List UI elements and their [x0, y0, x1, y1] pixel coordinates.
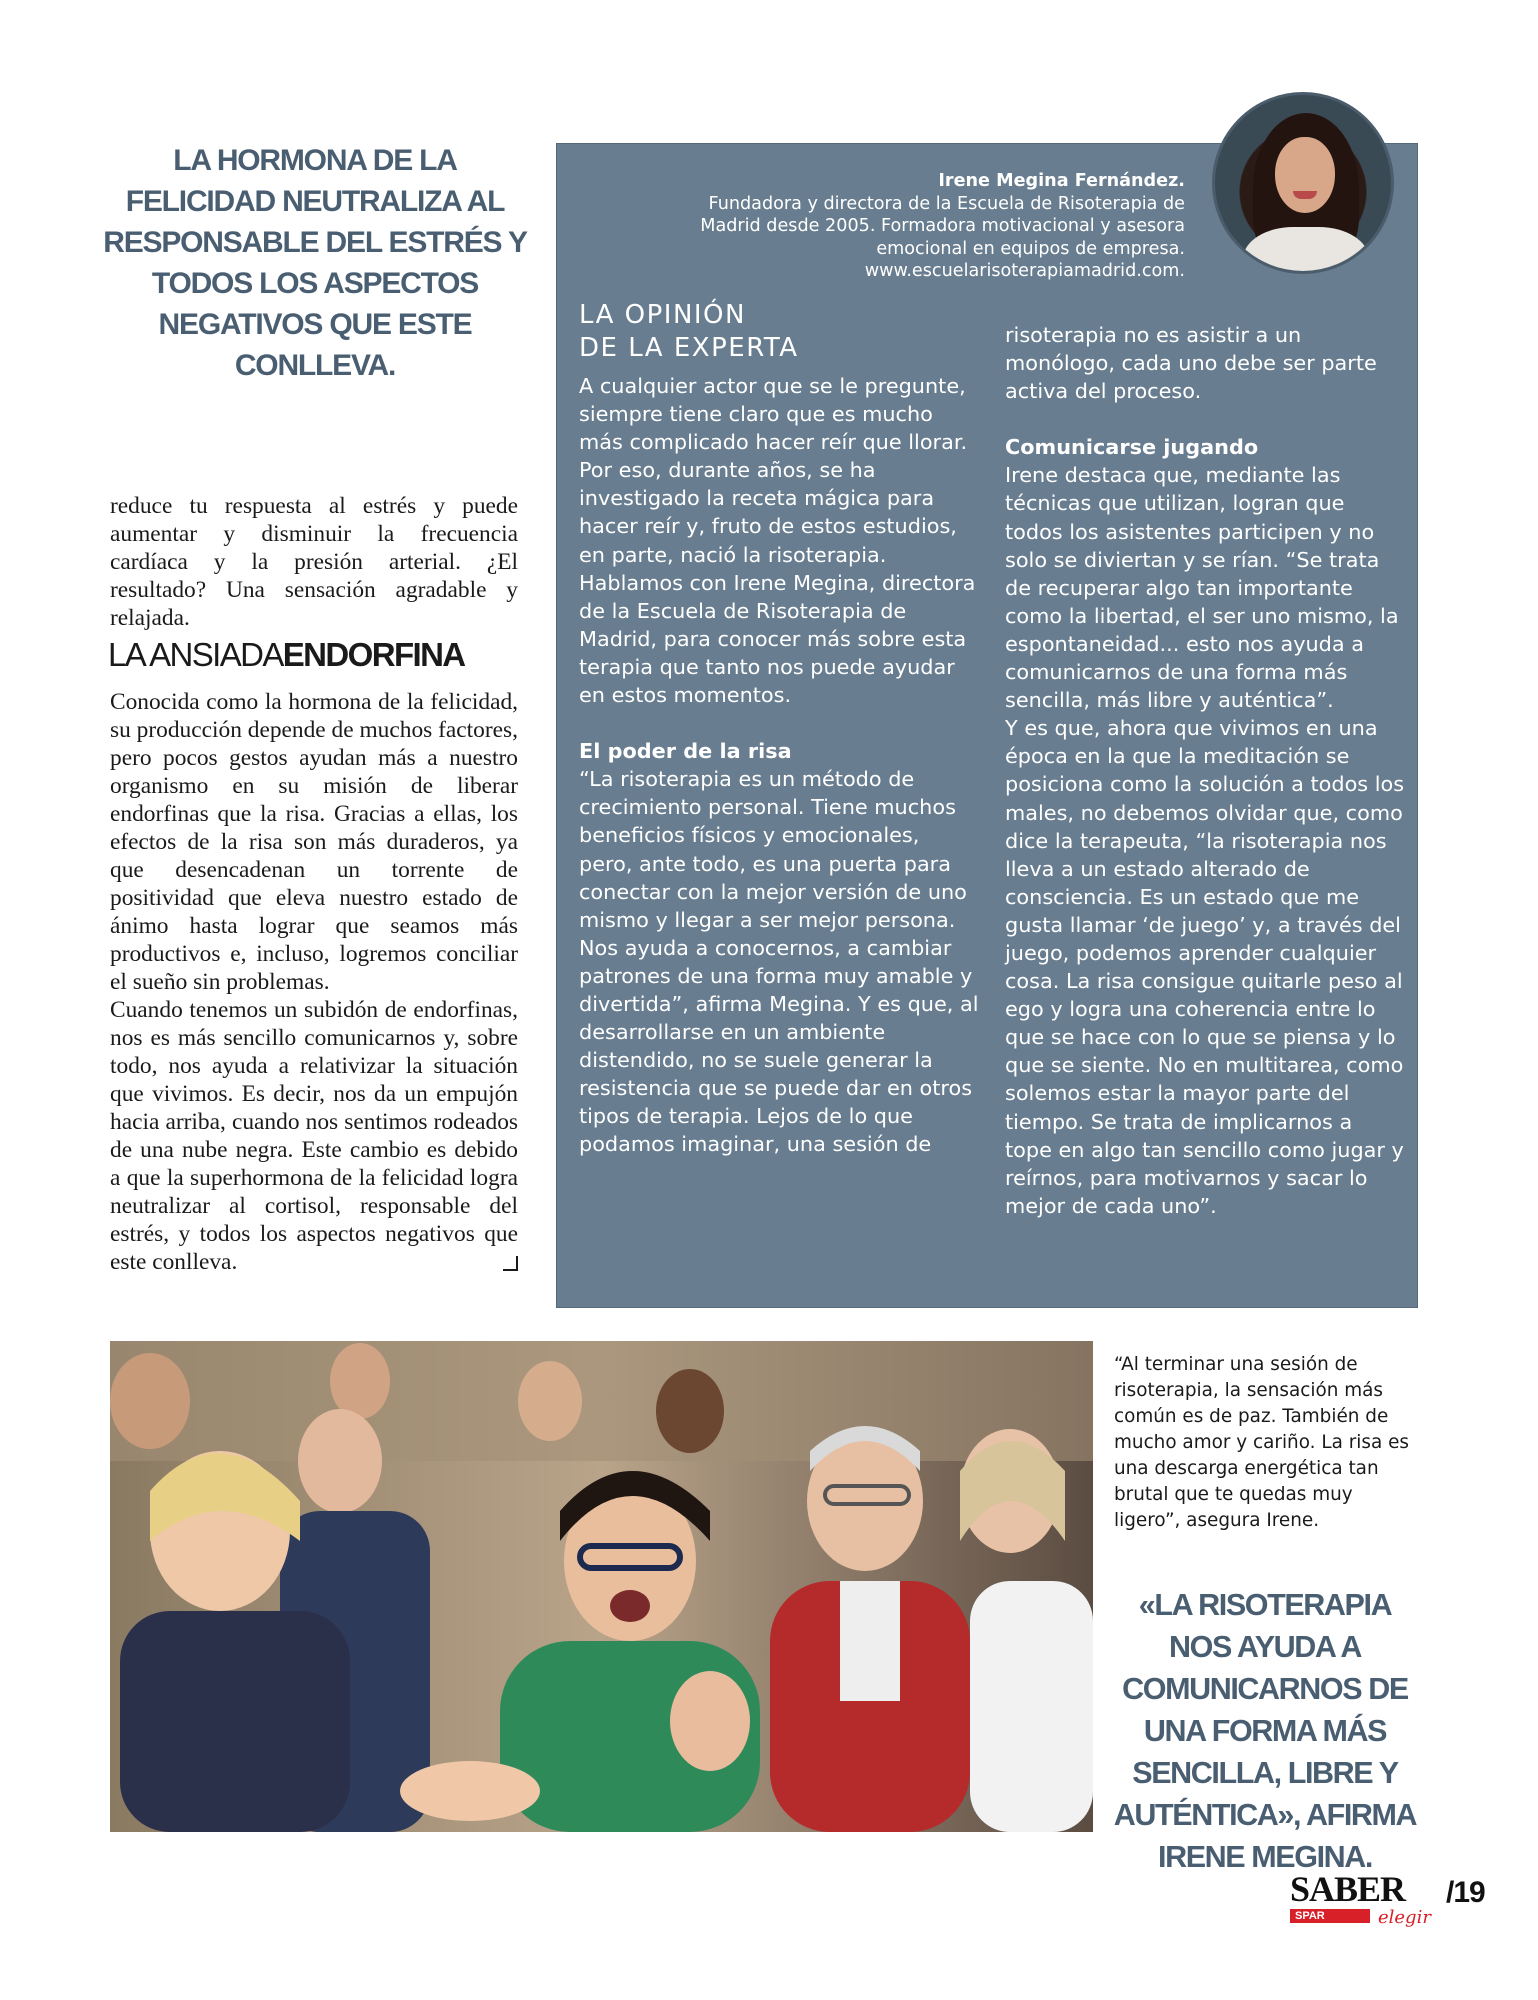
box-column-1: [579, 372, 979, 1159]
pull-quote-top: LA HORMONA DE LA FELICIDAD NEUTRALIZA AL RESPONSABLE DEL ESTRÉS Y TODOS LOS ASPECTOS NEGATIVOS QUE ESTE CONLLEVA.: [103, 144, 527, 382]
box-paragraph: Irene destaca que, mediante las técnicas que utilizan, logran que todos los asistentes participen y no solo se diviertan y se rían. “Se trata de recuperar algo tan importante como la libertad, el ser uno mismo, la espontaneidad... esto nos ayuda a comunicarnos de una forma más sencilla, más libre y auténtica”.: [1005, 463, 1399, 713]
box-title: [579, 299, 799, 365]
section-heading: [108, 636, 528, 674]
body-paragraph: [110, 996, 518, 1276]
photo-illustration: [110, 1341, 1093, 1832]
pull-quote-bottom: «LA RISOTERAPIA NOS AYUDA A COMUNICARNOS DE UNA FORMA MÁS SENCILLA, LIBRE Y AUTÉNTICA», AFIRMA IRENE MEGINA.: [1113, 1588, 1417, 1874]
box-title-line: DE LA EXPERTA: [579, 333, 799, 363]
expert-bio: [665, 170, 1185, 283]
box-paragraph: risoterapia no es asistir a un monólogo, cada uno debe ser parte activa del proceso.: [1005, 323, 1377, 404]
portrait-face: [1275, 137, 1335, 213]
left-body: [110, 688, 518, 1276]
box-subheading: El poder de la risa: [579, 739, 792, 764]
page-number: /19: [1446, 1876, 1485, 1909]
logo-saber-text: SABER: [1290, 1869, 1406, 1909]
logo-elegir-text: elegir: [1378, 1907, 1431, 1928]
expert-opinion-box: [556, 143, 1418, 1308]
side-quote: “Al terminar una sesión de risoterapia, la sensación más común es de paz. También de mucho amor y cariño. La risa es una descarga energética tan brutal que te quedas muy ligero”, asegura Irene.: [1114, 1354, 1409, 1531]
expert-portrait: [1212, 92, 1394, 274]
box-paragraph: Y es que, ahora que vivimos en una época en la que la meditación se posiciona como la solución a todos los males, no debemos olvidar que, como dice la terapeuta, “la risoterapia nos lleva a un estado alterado de consciencia. Es un estado que me gusta llamar ‘de juego’ y, a través del juego, podemos aprender cualquier cosa. La risa consigue quitarle peso al ego y logra una coherencia entre lo que se hace con lo que se piensa y lo que se siente. No en multitarea, como solemos estar la mayor parte del tiempo. Se trata de implicarnos a tope en algo tan sencillo como jugar y reírnos, para motivarnos y sacar lo mejor de cada uno”.: [1005, 716, 1405, 1218]
body-paragraph-text: Cuando tenemos un subidón de endorfinas, nos es más sencillo comunicarnos y, sobre todo, nos ayuda a relativizar la situación que vivimos. Es decir, nos da un empujón hacia arriba, cuando nos sentimos rodeados de una nube negra. Este cambio es debido a que la superhormona de la felicidad logra neutralizar al cortisol, responsable del estrés, y todos los aspectos negativos que este conlleva.: [110, 997, 518, 1275]
laughing-group-photo: [110, 1341, 1093, 1832]
box-paragraph: “La risoterapia es un método de crecimiento personal. Tiene muchos beneficios físicos y emocionales, pero, ante todo, es una puerta para conectar con la mejor versión de uno mismo y llegar a ser mejor persona. Nos ayuda a conocernos, a cambiar patrones de una forma muy amable y divertida”, afirma Megina. Y es que, al desarrollarse en un ambiente distendido, no se suele generar la resistencia que se puede dar en otros tipos de terapia. Lejos de lo que podamos imaginar, una sesión de: [579, 767, 979, 1157]
logo-spar-badge: SPAR: [1290, 1909, 1370, 1923]
box-title-line: LA OPINIÓN: [579, 300, 746, 330]
expert-bio-text: Fundadora y directora de la Escuela de Risoterapia de Madrid desde 2005. Formadora motivacional y asesora emocional en equipos de empresa. www.escuelarisoterapiamadrid.com.: [700, 193, 1185, 281]
box-subheading: Comunicarse jugando: [1005, 435, 1259, 460]
portrait-shirt: [1243, 227, 1369, 274]
section-heading-bold: ENDORFINA: [282, 636, 465, 673]
saber-elegir-logo: [1290, 1871, 1440, 1931]
box-column-2: [1005, 321, 1405, 1220]
end-of-article-icon: [503, 1256, 518, 1271]
body-paragraph: Conocida como la hormona de la felicidad, su producción depende de muchos factores, pero pocos gestos ayudan más a nuestro organismo en su misión de liberar endorfinas que la risa. Gracias a ellas, los efectos de la risa son más duraderos, ya que desencadenan un torrente de positividad que eleva nuestro estado de ánimo hasta lograr que seamos más productivos e, incluso, logremos conciliar el sueño sin problemas.: [110, 689, 518, 995]
box-paragraph: A cualquier actor que se le pregunte, siempre tiene claro que es mucho más complicado hacer reír que llorar. Por eso, durante años, se ha investigado la receta mágica para hacer reír y, fruto de estos estudios, en parte, nació la risoterapia.: [579, 374, 968, 567]
intro-paragraph: reduce tu respuesta al estrés y puede aumentar y disminuir la frecuencia cardíaca y la presión arterial. ¿El resultado? Una sensación agradable y relajada.: [110, 493, 518, 631]
section-heading-light: LA ANSIADA: [108, 636, 283, 673]
box-paragraph: Hablamos con Irene Megina, directora de la Escuela de Risoterapia de Madrid, para conocer más sobre esta terapia que tanto nos puede ayudar en estos momentos.: [579, 570, 976, 708]
expert-name: Irene Megina Fernández.: [938, 171, 1185, 191]
